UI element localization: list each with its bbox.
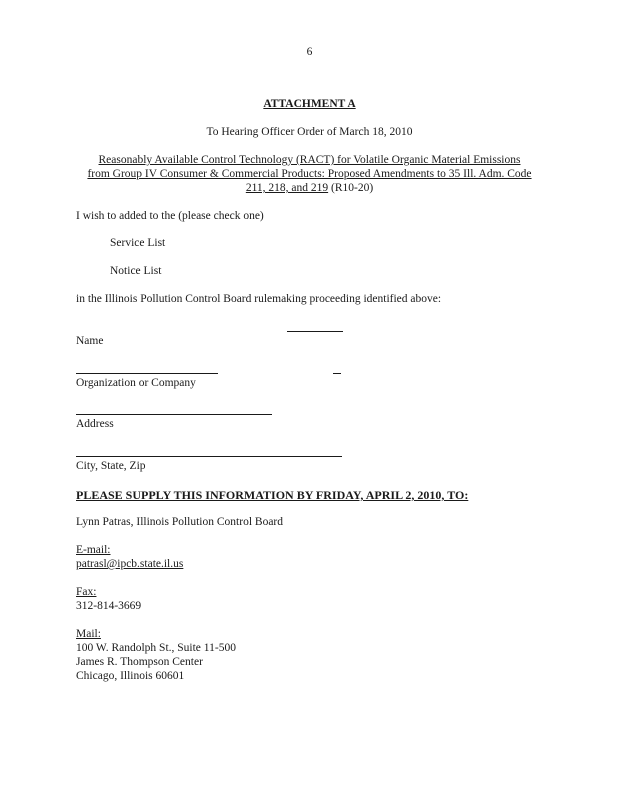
- docket-number: (R10-20): [331, 182, 374, 194]
- mail-address-line-3: Chicago, Illinois 60601: [76, 670, 185, 682]
- city-entry-line[interactable]: [76, 456, 342, 457]
- proceeding-text: in the Illinois Pollution Control Board rulemaking proceeding identified above:: [76, 293, 442, 305]
- order-line: To Hearing Officer Order of March 18, 2010: [206, 126, 413, 138]
- mail-address-line-1: 100 W. Randolph St., Suite 11-500: [76, 642, 236, 654]
- service-list-option[interactable]: Service List: [110, 237, 166, 249]
- fax-label: Fax:: [76, 586, 97, 598]
- address-label: Address: [76, 418, 114, 430]
- email-label: E-mail:: [76, 544, 111, 556]
- name-entry-line[interactable]: [287, 331, 343, 332]
- organization-label: Organization or Company: [76, 377, 196, 389]
- contact-name: Lynn Patras, Illinois Pollution Control Board: [76, 516, 283, 528]
- address-entry-line[interactable]: [76, 414, 272, 415]
- attachment-heading: ATTACHMENT A: [263, 98, 356, 110]
- email-link[interactable]: patrasl@ipcb.state.il.us: [76, 558, 184, 570]
- organization-entry-line[interactable]: [76, 373, 218, 374]
- title-sections: 211, 218, and 219: [245, 182, 329, 194]
- rulemaking-title-line-3: [0, 182, 619, 194]
- page-number: 6: [306, 46, 313, 58]
- rulemaking-title-line-2: from Group IV Consumer & Commercial Products: Proposed Amendments to 35 Ill. Adm. Code: [87, 168, 532, 180]
- instruction-text: I wish to added to the (please check one): [76, 210, 264, 222]
- notice-list-option[interactable]: Notice List: [110, 265, 162, 277]
- mail-label: Mail:: [76, 628, 101, 640]
- city-label: City, State, Zip: [76, 460, 146, 472]
- rulemaking-title-line-1: Reasonably Available Control Technology (RACT) for Volatile Organic Material Emissions: [98, 154, 521, 166]
- deadline-notice: PLEASE SUPPLY THIS INFORMATION BY FRIDAY, APRIL 2, 2010, TO:: [76, 488, 469, 502]
- fax-number: 312-814-3669: [76, 600, 142, 612]
- organization-entry-line-end: [333, 373, 341, 374]
- mail-address-line-2: James R. Thompson Center: [76, 656, 203, 668]
- name-label: Name: [76, 335, 104, 347]
